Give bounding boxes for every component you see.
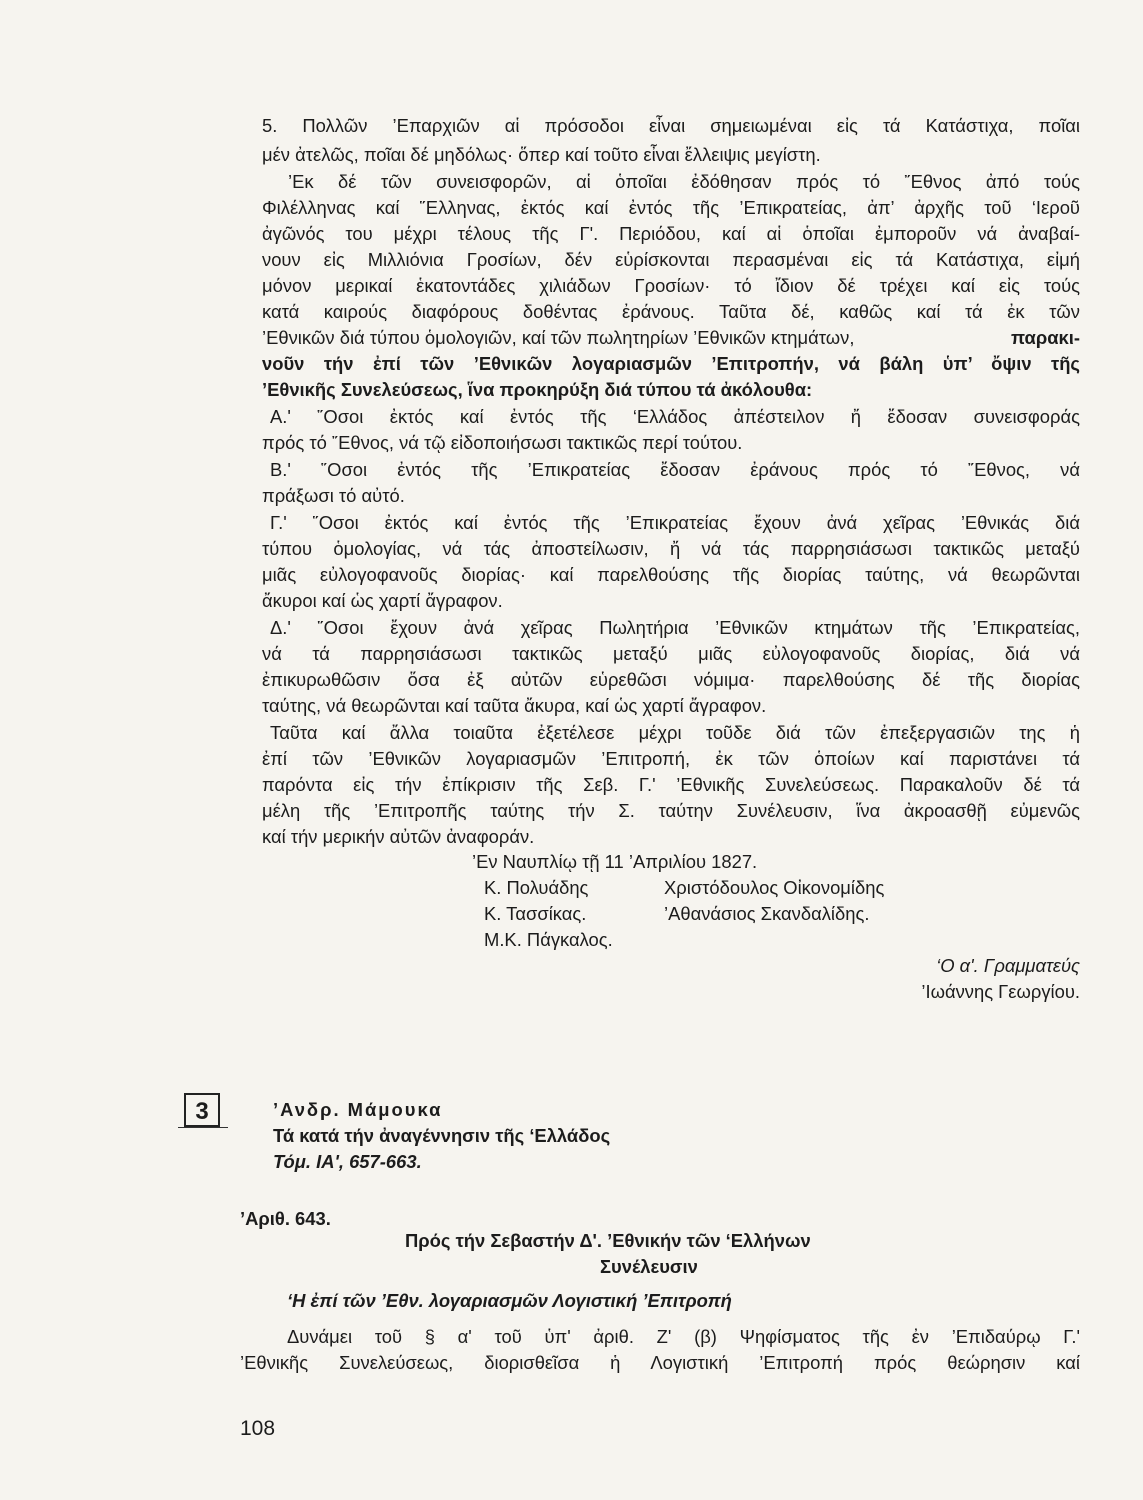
text-line: μέν ἀτελῶς, ποῖαι δέ μηδόλως· ὅπερ καί τοῦτο εἶναι ἔλλειψις μεγίστη.	[262, 144, 821, 165]
text-line: ’Εκ δέ τῶν συνεισφορῶν, αἱ ὁποῖαι ἐδόθησαν πρός τό ῎Εθνος ἀπό τούς	[288, 171, 1080, 192]
text-line: Δυνάμει τοῦ § α' τοῦ ὑπ' ἀριθ. Ζ' (β) Ψηφίσματος τῆς ἐν ’Επιδαύρῳ Γ.'	[287, 1326, 1080, 1347]
signatory: Κ. Πολυάδης	[484, 877, 589, 898]
text-line: τύπου ὁμολογίας, νά τάς ἀποστείλωσιν, ἤ νά τάς παρρησιάσωσι τακτικῶς μεταξύ	[262, 538, 1080, 559]
text-line: ’Εθνικῶν διά τύπου ὁμολογιῶν, καί τῶν πωλητηρίων ’Εθνικῶν κτημάτων,	[262, 327, 855, 348]
signatory: Κ. Τασσίκας.	[484, 903, 587, 924]
text-line: νουν εἰς Μιλλιόνια Γροσίων, δέν εὑρίσκονται περασμέναι εἰς τά Κατάστιχα, εἰμή	[262, 249, 1080, 270]
list-item-a: Α.' ῞Οσοι ἐκτός καί ἐντός τῆς ‘Ελλάδος ἀπέστειλον ἤ ἔδοσαν συνεισφοράς	[270, 406, 1080, 427]
committee-heading: ‘Η ἐπί τῶν ’Εθν. λογαριασμῶν Λογιστική ’Επιτροπή	[287, 1290, 732, 1311]
text-line: ταύτης, νά θεωρῶνται καί ταῦτα ἄκυρα, καί ὡς χαρτί ἄγραφον.	[262, 695, 767, 716]
text-line: Ταῦτα καί ἄλλα τοιαῦτα ἐξετέλεσε μέχρι τοῦδε διά τῶν ἐπεξεργασιῶν της ἡ	[270, 722, 1080, 743]
text-line: παρόντα εἰς τήν ἐπίκρισιν τῆς Σεβ. Γ.' ’Εθνικῆς Συνελεύσεως. Παρακαλοῦν δέ τά	[262, 774, 1080, 795]
list-item-d: Δ.' ῞Οσοι ἔχουν ἀνά χεῖρας Πωλητήρια ’Εθνικῶν κτημάτων τῆς ’Επικρατείας,	[270, 617, 1080, 638]
text-line: καί τήν μερικήν αὐτῶν ἀναφοράν.	[262, 826, 535, 847]
source-title: Τά κατά τήν ἀναγέννησιν τῆς ‘Ελλάδος	[273, 1125, 611, 1146]
place-date: ’Εν Ναυπλίῳ τῇ 11 ’Απριλίου 1827.	[472, 851, 758, 872]
text-line: ἄκυροι καί ὡς χαρτί ἄγραφον.	[262, 590, 503, 611]
text-line: Φιλέλληνας καί ῞Ελληνας, ἐκτός καί ἐντός τῆς ’Επικρατείας, ἀπ’ ἀρχῆς τοῦ ‘Ιεροῦ	[262, 197, 1080, 218]
bold-text: παρακι-	[1010, 327, 1080, 348]
source-volume: Τόμ. ΙΑ', 657-663.	[273, 1151, 422, 1172]
source-author: ’Ανδρ. Μάμουκα	[273, 1099, 443, 1120]
addressee: Πρός τήν Σεβαστήν Δ'. ’Εθνικήν τῶν ‘Ελλήνων	[405, 1230, 811, 1251]
signatory: Χριστόδουλος Οἰκονομίδης	[664, 877, 885, 898]
text-line: ’Εθνικῆς Συνελεύσεως, διορισθεῖσα ἡ Λογιστική ’Επιτροπή πρός θεώρησιν καί	[240, 1352, 1080, 1373]
list-item-c: Γ.' ῞Οσοι ἐκτός καί ἐντός τῆς ’Επικρατείας ἔχουν ἀνά χεῖρας ’Εθνικάς διά	[270, 512, 1080, 533]
text-line: ἐπί τῶν ’Εθνικῶν λογαριασμῶν ’Επιτροπή, ἐκ τῶν ὁποίων καί παριστάνει τά	[262, 748, 1080, 769]
text-line: μόνον μερικαί ἑκατοντάδες χιλιάδων Γροσίων· τό ἴδιον δέ τρέχει καί εἰς τούς	[262, 275, 1080, 296]
text-line: πράξωσι τό αὐτό.	[262, 485, 405, 506]
text-line: μέλη τῆς ’Επιτροπῆς ταύτης τήν Σ. ταύτην Συνέλευσιν, ἵνα ἀκροασθῇ εὐμενῶς	[262, 800, 1080, 821]
text-line: ἐπικυρωθῶσιν ὅσα ἐξ αὐτῶν εὑρεθῶσι νόμιμα· παρελθούσης δέ τῆς διορίας	[262, 669, 1080, 690]
list-item-b: Β.' ῞Οσοι ἐντός τῆς ’Επικρατείας ἔδοσαν ἐράνους πρός τό ῎Εθνος, νά	[270, 459, 1080, 480]
secretary-title: ‘Ο α'. Γραμματεύς	[936, 955, 1080, 976]
box-underline	[178, 1127, 228, 1128]
text-line: πρός τό ῎Εθνος, νά τῷ εἰδοποιήσωσι τακτικῶς περί τούτου.	[262, 432, 743, 453]
bold-text-line: ’Εθνικῆς Συνελεύσεως, ἵνα προκηρύξη διά τύπου τά ἀκόλουθα:	[262, 379, 813, 400]
text-line: κατά καιρούς διαφόρους δοθέντας ἐράνους. Ταῦτα δέ, καθῶς καί τά ἐκ τῶν	[262, 301, 1080, 322]
text-line: μιᾶς εὐλογοφανοῦς διορίας· καί παρελθούσης τῆς διορίας ταύτης, νά θεωρῶνται	[262, 564, 1080, 585]
document-number-box: 3	[184, 1093, 220, 1127]
signatory: ’Αθανάσιος Σκανδαλίδης.	[664, 903, 870, 924]
document-number: ’Αριθ. 643.	[240, 1208, 331, 1229]
text-line: ἀγῶνός του μέχρι τέλους τῆς Γ'. Περιόδου, καί αἱ ὁποῖαι ἐμποροῦν νά ἀναβαί-	[262, 223, 1080, 244]
page-number: 108	[240, 1417, 276, 1440]
signatory: Μ.Κ. Πάγκαλος.	[484, 929, 613, 950]
bold-text-line: νοῦν τήν ἐπί τῶν ’Εθνικῶν λογαριασμῶν ’Επιτροπήν, νά βάλη ὑπ’ ὄψιν τῆς	[262, 353, 1080, 374]
addressee: Συνέλευσιν	[600, 1256, 698, 1277]
secretary-name: ’Ιωάννης Γεωργίου.	[921, 981, 1080, 1002]
text-line: νά τά παρρησιάσωσι τακτικῶς μεταξύ μιᾶς εὐλογοφανοῦς διορίας, διά νά	[262, 643, 1080, 664]
text-line: 5. Πολλῶν ’Επαρχιῶν αἱ πρόσοδοι εἶναι σημειωμέναι εἰς τά Κατάστιχα, ποῖαι	[262, 115, 1080, 136]
